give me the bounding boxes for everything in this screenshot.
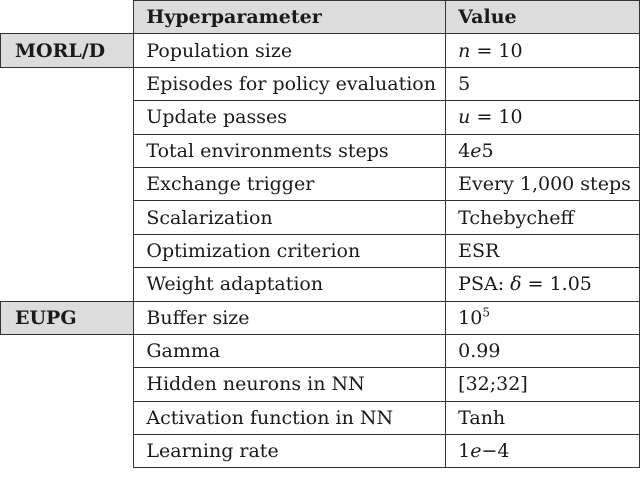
group-spacer [1,101,134,134]
table-row [1,435,640,468]
table-row [1,67,640,100]
param-cell: Optimization criterion [134,234,446,267]
table-row [1,167,640,200]
group-spacer [1,234,134,267]
param-cell: Scalarization [134,201,446,234]
param-cell: Weight adaptation [134,268,446,301]
value-cell: u = 10 [446,101,640,134]
table-row [1,34,640,67]
table-row [1,301,640,334]
header-value: Value [446,1,640,34]
param-cell: Population size [134,34,446,67]
header-hyperparameter: Hyperparameter [134,1,446,34]
group-spacer [1,435,134,468]
group-label-morld: MORL/D [1,34,134,67]
group-spacer [1,134,134,167]
table-row [1,201,640,234]
group-label-eupg: EUPG [1,301,134,334]
table-row [1,368,640,401]
table-row [1,401,640,434]
group-spacer [1,401,134,434]
table-row [1,234,640,267]
value-cell: 5 [446,67,640,100]
table-header-row [1,1,640,34]
value-cell: n = 10 [446,34,640,67]
param-cell: Activation function in NN [134,401,446,434]
param-cell: Gamma [134,334,446,367]
value-cell: 1e−4 [446,435,640,468]
group-spacer [1,167,134,200]
param-cell: Exchange trigger [134,167,446,200]
group-spacer [1,268,134,301]
value-cell: Every 1,000 steps [446,167,640,200]
table-row [1,268,640,301]
value-cell: PSA: δ = 1.05 [446,268,640,301]
header-corner-cell [1,1,134,34]
value-cell: 4e5 [446,134,640,167]
param-cell: Hidden neurons in NN [134,368,446,401]
value-cell: 0.99 [446,334,640,367]
param-cell: Buffer size [134,301,446,334]
group-spacer [1,334,134,367]
group-spacer [1,368,134,401]
value-cell: $10^5$ [446,301,640,334]
table-row [1,334,640,367]
group-spacer [1,201,134,234]
value-cell: [32;32] [446,368,640,401]
table-row [1,101,640,134]
param-cell: Learning rate [134,435,446,468]
table-row [1,134,640,167]
value-cell: ESR [446,234,640,267]
param-cell: Total environments steps [134,134,446,167]
group-spacer [1,67,134,100]
param-cell: Episodes for policy evaluation [134,67,446,100]
param-cell: Update passes [134,101,446,134]
value-cell: Tchebycheff [446,201,640,234]
value-cell: Tanh [446,401,640,434]
